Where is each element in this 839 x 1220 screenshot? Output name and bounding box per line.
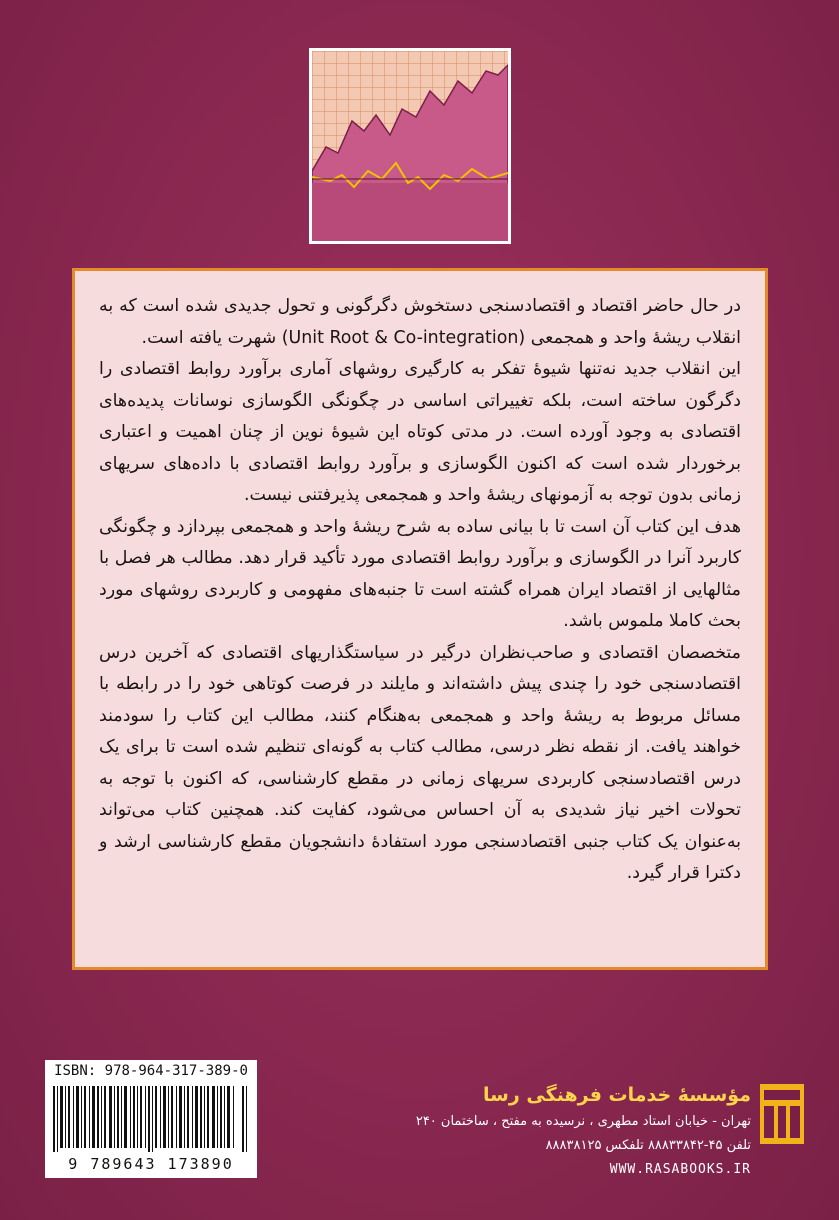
paragraph-3: هدف این کتاب آن است تا با بیانی ساده به شرح ریشهٔ واحد و همجمعی بپردازد و چگونگی کاربرد آنرا در الگوسازی و برآورد روابط اقتصادی مورد تأکید قرار دهد. مطالب هر فصل با مثالهایی از اقتصاد ایران همراه گشته است تا جنبه‌های مفهومی و کاربردی روشهای مورد بحث کاملا ملموس باشد.	[99, 516, 741, 631]
publisher-name: مؤسسهٔ خدمات فرهنگی رسا	[483, 1084, 751, 1106]
publisher-website: WWW.RASABOOKS.IR	[609, 1162, 751, 1177]
paragraph-4: متخصصان اقتصادی و صاحب‌نظران درگیر در سیاستگذاریهای اقتصادی که آخرین درس اقتصادسنجی خود را چندی پیش داشته‌اند و مایلند در فرصت کوتاهی خود را در رابطه با مسائل مربوط به ریشهٔ واحد و همجمعی به‌هنگام کنند، مطالب این کتاب را سودمند خواهند یافت. از نقطه نظر درسی، مطالب کتاب به گونه‌ای تنظیم شده است تا برای یک درس اقتصادسنجی کاربردی سریهای زمانی در مقطع کارشناسی، که اکنون با توجه به تحولات اخیر نیاز شدیدی به آن احساس می‌شود، کفایت کند. همچنین کتاب می‌تواند به‌عنوان یک کتاب جنبی اقتصادسنجی مورد استفادهٔ دانشجویان مقطع کارشناسی ارشد و دکترا قرار گیرد.	[99, 642, 741, 883]
barcode-number: 9 789643 173890	[45, 1152, 257, 1176]
description-text	[99, 291, 741, 890]
isbn-label: ISBN: 978-964-317-389-0	[45, 1060, 257, 1082]
publisher-info	[291, 1080, 751, 1182]
paragraph-2: این انقلاب جدید نه‌تنها شیوهٔ تفکر به کارگیری روشهای آماری برآورد روابط اقتصادی را دگرگون ساخته است، بلکه تغییراتی اساسی در چگونگی الگوسازی نوسانات پدیده‌های اقتصادی به وجود آورده است. در مدتی کوتاه این شیوهٔ نوین از چنان اهمیت و اعتباری برخوردار شده است که اکنون الگوسازی و برآورد روابط اقتصادی با داده‌های سریهای زمانی بدون توجه به آزمونهای ریشهٔ واحد و همجمعی پذیرفتنی نیست.	[99, 359, 741, 505]
paragraph-1: در حال حاضر اقتصاد و اقتصادسنجی دستخوش دگرگونی و تحول جدیدی شده است که به انقلاب ریشهٔ واحد و همجمعی (Unit Root & Co-integration) شهرت یافته است.	[99, 296, 741, 348]
publisher-logo-icon	[760, 1084, 804, 1144]
publisher-address: تهران - خیابان استاد مطهری ، نرسیده به مفتح ، ساختمان ۲۴۰	[415, 1114, 751, 1129]
publisher-phone: تلفن ۴۵-۸۸۸۳۳۸۴۲ تلفکس ۸۸۸۳۸۱۲۵	[545, 1138, 751, 1153]
time-series-chart-illustration	[309, 48, 511, 244]
description-panel	[72, 268, 768, 970]
barcode-bars	[45, 1082, 257, 1152]
